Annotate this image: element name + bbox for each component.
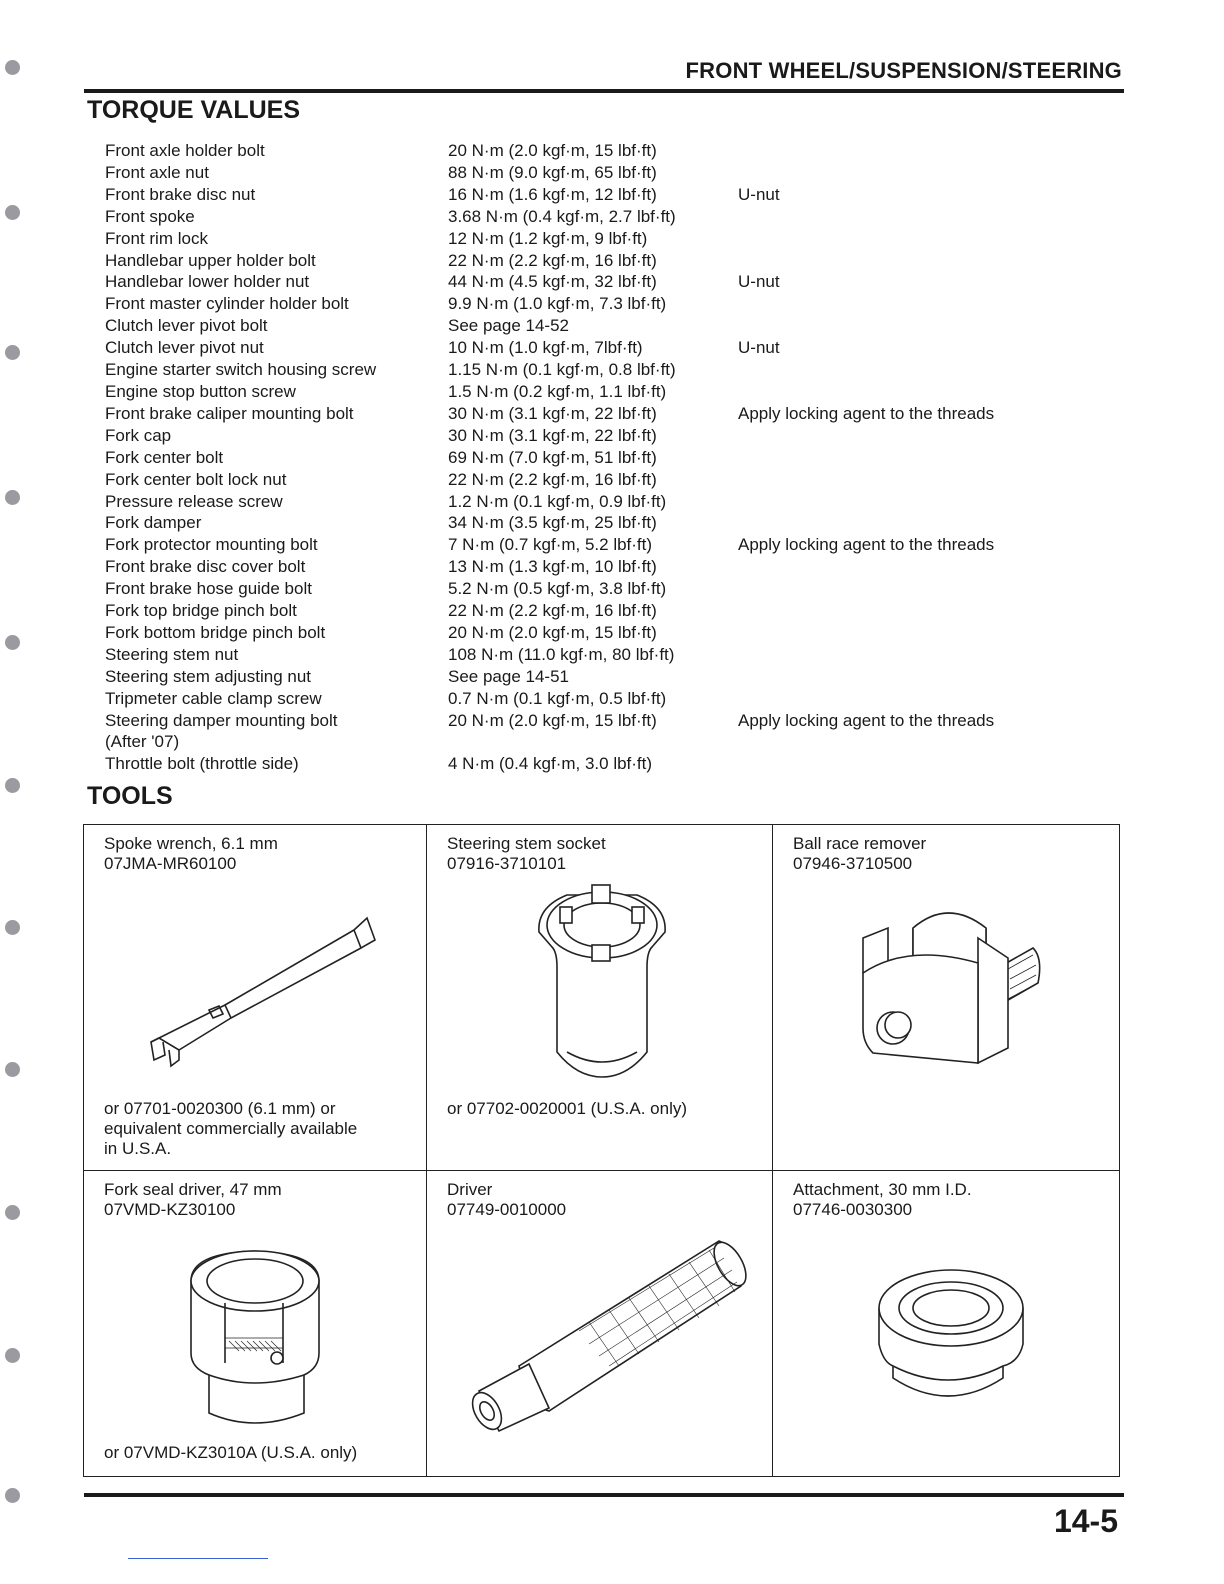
torque-row	[105, 381, 1065, 403]
torque-item: Front brake disc cover bolt	[105, 557, 306, 577]
torque-value: 10 N·m (1.0 kgf·m, 7lbf·ft)	[448, 338, 643, 358]
torque-row	[105, 271, 1065, 293]
torque-value: 4 N·m (0.4 kgf·m, 3.0 lbf·ft)	[448, 754, 653, 774]
torque-row	[105, 425, 1065, 447]
tool-title: Ball race remover	[793, 834, 927, 853]
torque-item: Clutch lever pivot bolt	[105, 316, 268, 336]
binder-hole	[5, 920, 20, 935]
torque-row	[105, 293, 1065, 315]
torque-value: 20 N·m (2.0 kgf·m, 15 lbf·ft)	[448, 141, 657, 160]
torque-row	[105, 622, 1065, 644]
torque-row	[105, 403, 1065, 425]
torque-item: Front axle nut	[105, 162, 209, 182]
torque-item: Front brake hose guide bolt	[105, 579, 312, 599]
torque-item: (After '07)	[105, 732, 180, 752]
torque-item: Engine starter switch housing screw	[105, 360, 377, 380]
binder-hole	[5, 490, 20, 505]
tool-title: Steering stem socket	[447, 834, 606, 853]
torque-value: 22 N·m (2.2 kgf·m, 16 lbf·ft)	[448, 601, 657, 621]
torque-note: U-nut	[738, 338, 780, 358]
torque-item: Fork bottom bridge pinch bolt	[105, 622, 326, 642]
torque-row	[105, 710, 1065, 732]
torque-value: 20 N·m (2.0 kgf·m, 15 lbf·ft)	[448, 710, 657, 730]
torque-row	[105, 644, 1065, 666]
page-number: 14-5	[1053, 1503, 1118, 1539]
binder-hole	[5, 1488, 20, 1503]
footer-rule	[84, 1493, 1124, 1497]
torque-value: 108 N·m (11.0 kgf·m, 80 lbf·ft)	[448, 644, 675, 664]
tool-name	[447, 834, 606, 874]
torque-item: Throttle bolt (throttle side)	[105, 754, 299, 774]
torque-value: 0.7 N·m (0.1 kgf·m, 0.5 lbf·ft)	[448, 688, 667, 708]
torque-row	[105, 534, 1065, 556]
stem-socket-illustration	[527, 877, 677, 1092]
torque-item: Fork center bolt lock nut	[105, 469, 287, 489]
torque-item: Fork top bridge pinch bolt	[105, 601, 297, 621]
tool-title: Driver	[447, 1180, 493, 1199]
torque-row	[105, 688, 1065, 710]
torque-note: Apply locking agent to the threads	[738, 403, 995, 423]
tool-cell-driver	[427, 1171, 773, 1476]
torque-item: Fork cap	[105, 425, 172, 445]
torque-item: Handlebar upper holder bolt	[105, 250, 316, 270]
torque-note: Apply locking agent to the threads	[738, 710, 995, 730]
tool-cell-attachment	[773, 1171, 1119, 1476]
torque-row	[105, 315, 1065, 337]
torque-values-table	[105, 140, 1065, 775]
fork-seal-driver-illustration	[179, 1243, 339, 1433]
torque-row	[105, 359, 1065, 381]
torque-item: Front axle holder bolt	[105, 141, 265, 160]
tool-alternative: or 07VMD-KZ3010A (U.S.A. only)	[104, 1443, 358, 1462]
tool-name	[793, 1180, 972, 1220]
tool-cell-steering-stem-socket	[427, 825, 773, 1171]
torque-value: 16 N·m (1.6 kgf·m, 12 lbf·ft)	[448, 184, 657, 204]
torque-value: 22 N·m (2.2 kgf·m, 16 lbf·ft)	[448, 250, 657, 270]
torque-row	[105, 337, 1065, 359]
torque-row	[105, 731, 1065, 753]
torque-item: Steering stem nut	[105, 644, 239, 664]
torque-item: Front master cylinder holder bolt	[105, 294, 349, 314]
torque-value: 3.68 N·m (0.4 kgf·m, 2.7 lbf·ft)	[448, 206, 676, 226]
torque-value: 1.15 N·m (0.1 kgf·m, 0.8 lbf·ft)	[448, 360, 676, 380]
torque-row	[105, 666, 1065, 688]
torque-value: 20 N·m (2.0 kgf·m, 15 lbf·ft)	[448, 622, 657, 642]
torque-item: Engine stop button screw	[105, 381, 296, 401]
torque-value: 9.9 N·m (1.0 kgf·m, 7.3 lbf·ft)	[448, 294, 667, 314]
torque-item: Tripmeter cable clamp screw	[105, 688, 322, 708]
tool-name	[793, 834, 926, 874]
torque-item: Steering stem adjusting nut	[105, 666, 312, 686]
torque-row	[105, 228, 1065, 250]
torque-item: Front brake disc nut	[105, 184, 256, 204]
torque-row	[105, 753, 1065, 775]
header-rule	[84, 89, 1124, 93]
tool-title: Fork seal driver, 47 mm	[104, 1180, 282, 1199]
tools-heading: TOOLS	[87, 782, 173, 810]
torque-value: 30 N·m (3.1 kgf·m, 22 lbf·ft)	[448, 403, 657, 423]
torque-value: 30 N·m (3.1 kgf·m, 22 lbf·ft)	[448, 425, 657, 445]
torque-value: 88 N·m (9.0 kgf·m, 65 lbf·ft)	[448, 162, 657, 182]
torque-note: U-nut	[738, 184, 780, 204]
tool-part-number: 07746-0030300	[793, 1200, 913, 1219]
torque-row	[105, 250, 1065, 272]
torque-item: Pressure release screw	[105, 491, 283, 511]
torque-item: Clutch lever pivot nut	[105, 338, 264, 358]
binder-hole	[5, 60, 20, 75]
tool-title: Spoke wrench, 6.1 mm	[104, 834, 278, 853]
torque-row	[105, 184, 1065, 206]
tool-alternative: or 07701-0020300 (6.1 mm) or equivalent commercially available in U.S.A.	[104, 1099, 358, 1158]
torque-value: 69 N·m (7.0 kgf·m, 51 lbf·ft)	[448, 447, 657, 467]
torque-item: Handlebar lower holder nut	[105, 272, 310, 292]
binder-hole	[5, 345, 20, 360]
torque-row	[105, 162, 1065, 184]
torque-item: Fork damper	[105, 513, 202, 533]
tool-name	[104, 1180, 282, 1220]
torque-value: 22 N·m (2.2 kgf·m, 16 lbf·ft)	[448, 469, 657, 489]
torque-row	[105, 140, 1065, 162]
torque-item: Fork protector mounting bolt	[105, 535, 318, 555]
tool-part-number: 07946-3710500	[793, 854, 913, 873]
binder-hole	[5, 1062, 20, 1077]
tools-grid	[83, 824, 1120, 1477]
binder-hole	[5, 778, 20, 793]
page-header-title: FRONT WHEEL/SUSPENSION/STEERING	[685, 58, 1122, 83]
torque-row	[105, 556, 1065, 578]
torque-value: 7 N·m (0.7 kgf·m, 5.2 lbf·ft)	[448, 535, 653, 555]
torque-value: 1.5 N·m (0.2 kgf·m, 1.1 lbf·ft)	[448, 381, 667, 401]
torque-value: 44 N·m (4.5 kgf·m, 32 lbf·ft)	[448, 272, 657, 292]
binder-hole	[5, 1205, 20, 1220]
attachment-illustration	[873, 1266, 1033, 1416]
binder-hole	[5, 1348, 20, 1363]
bottom-link-underline	[128, 1558, 268, 1559]
torque-row	[105, 469, 1065, 491]
tool-cell-fork-seal-driver	[84, 1171, 427, 1476]
spoke-wrench-illustration	[139, 910, 389, 1070]
binder-hole	[5, 635, 20, 650]
torque-note: U-nut	[738, 272, 780, 292]
torque-item: Steering damper mounting bolt	[105, 710, 338, 730]
tool-part-number: 07VMD-KZ30100	[104, 1200, 236, 1219]
torque-row	[105, 578, 1065, 600]
torque-item: Fork center bolt	[105, 447, 224, 467]
torque-value: 5.2 N·m (0.5 kgf·m, 3.8 lbf·ft)	[448, 579, 667, 599]
tool-cell-ball-race-remover	[773, 825, 1119, 1171]
tool-alternative: or 07702-0020001 (U.S.A. only)	[447, 1099, 688, 1118]
torque-value: See page 14-52	[448, 316, 569, 336]
torque-item: Front brake caliper mounting bolt	[105, 403, 354, 423]
tool-title: Attachment, 30 mm I.D.	[793, 1180, 972, 1199]
torque-row	[105, 206, 1065, 228]
torque-note: Apply locking agent to the threads	[738, 535, 995, 555]
torque-values-heading: TORQUE VALUES	[87, 96, 300, 124]
torque-value: 34 N·m (3.5 kgf·m, 25 lbf·ft)	[448, 513, 657, 533]
torque-item: Front rim lock	[105, 228, 208, 248]
tool-cell-spoke-wrench	[84, 825, 427, 1171]
tool-part-number: 07749-0010000	[447, 1200, 567, 1219]
torque-row	[105, 512, 1065, 534]
torque-item: Front spoke	[105, 206, 195, 226]
tool-part-number: 07916-3710101	[447, 854, 567, 873]
tool-name	[104, 834, 278, 874]
tool-part-number: 07JMA-MR60100	[104, 854, 237, 873]
torque-value: 12 N·m (1.2 kgf·m, 9 lbf·ft)	[448, 228, 648, 248]
torque-value: 1.2 N·m (0.1 kgf·m, 0.9 lbf·ft)	[448, 491, 667, 511]
torque-row	[105, 600, 1065, 622]
torque-row	[105, 491, 1065, 513]
torque-value: 13 N·m (1.3 kgf·m, 10 lbf·ft)	[448, 557, 657, 577]
ball-race-remover-illustration	[858, 903, 1048, 1073]
binder-hole	[5, 205, 20, 220]
torque-value: See page 14-51	[448, 666, 569, 686]
driver-illustration	[449, 1226, 749, 1441]
torque-row	[105, 447, 1065, 469]
tool-name	[447, 1180, 566, 1220]
